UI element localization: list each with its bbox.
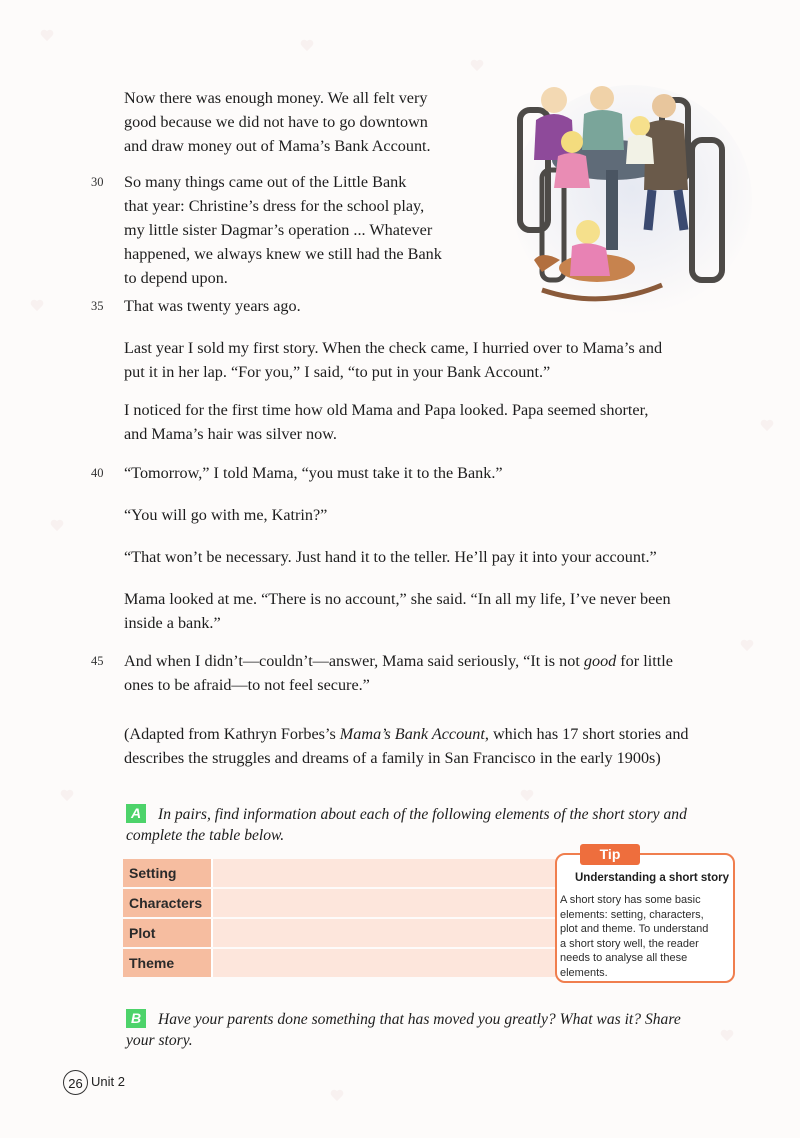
line-number: 30	[91, 175, 104, 189]
tip-tab: Tip	[580, 844, 640, 865]
table-cell[interactable]	[213, 889, 558, 917]
paragraph-10	[124, 649, 673, 697]
family-table-illustration	[512, 80, 757, 325]
table-row	[123, 889, 558, 917]
paragraph-4	[124, 336, 662, 384]
text-line: to depend upon.	[124, 269, 228, 287]
line-number: 40	[91, 466, 104, 480]
task-a	[126, 804, 687, 846]
text-line	[124, 649, 673, 673]
text-line: good because we did not have to go downtown	[124, 113, 428, 131]
text-segment: for little	[616, 652, 673, 670]
heart-icon	[50, 520, 64, 532]
table-row	[123, 949, 558, 977]
paragraph-8	[124, 545, 657, 569]
tip-line: needs to analyse all these	[560, 952, 688, 964]
paragraph-2	[124, 170, 442, 290]
paragraph-6	[124, 461, 503, 485]
tip-line: A short story has some basic	[560, 894, 701, 906]
paragraph-1	[124, 86, 431, 158]
text-line: describes the struggles and dreams of a family in San Francisco in the early 1900s)	[124, 749, 661, 767]
heart-icon	[520, 790, 534, 802]
text-line: put it in her lap. “For you,” I said, “to put in your Bank Account.”	[124, 363, 551, 381]
row-header-setting: Setting	[123, 859, 213, 887]
tip-title: Understanding a short story	[575, 872, 729, 884]
text-segment: , which has 17 short stories and	[484, 725, 689, 743]
task-b-label: B	[126, 1009, 146, 1028]
source-note	[124, 722, 689, 770]
heart-icon	[470, 60, 484, 72]
heart-icon	[30, 300, 44, 312]
heart-icon	[720, 1030, 734, 1042]
row-header-theme: Theme	[123, 949, 213, 977]
emphasis-text: good	[583, 652, 617, 670]
page-number: 26	[63, 1070, 88, 1095]
paragraph-7	[124, 503, 327, 527]
paragraph-5	[124, 398, 648, 446]
table-cell[interactable]	[213, 949, 558, 977]
heart-icon	[40, 30, 54, 42]
text-line: inside a bank.”	[124, 614, 221, 632]
text-line: “You will go with me, Katrin?”	[124, 506, 328, 524]
tip-box	[555, 846, 735, 983]
heart-icon	[60, 790, 74, 802]
tip-line: a short story well, the reader	[560, 937, 699, 950]
table-row	[123, 859, 558, 887]
story-elements-table	[123, 857, 558, 979]
text-line: I noticed for the first time how old Mama and Papa looked. Papa seemed shorter,	[124, 401, 649, 419]
text-line: my little sister Dagmar’s operation ... Whatever	[124, 221, 433, 239]
task-a-text: complete the table below.	[126, 827, 285, 844]
text-line	[124, 722, 689, 746]
heart-icon	[300, 40, 314, 52]
task-b-text: your story.	[126, 1032, 193, 1049]
text-segment: And when I didn’t—couldn’t—answer, Mama said seriously, “It is not	[124, 652, 584, 670]
text-line: Last year I sold my first story. When the check came, I hurried over to Mama’s and	[124, 339, 663, 357]
text-line: and draw money out of Mama’s Bank Account.	[124, 137, 431, 155]
text-line: “Tomorrow,” I told Mama, “you must take it to the Bank.”	[124, 464, 503, 482]
heart-icon	[740, 640, 754, 652]
line-number: 35	[91, 299, 104, 313]
text-line: ones to be afraid—to not feel secure.”	[124, 676, 370, 694]
text-line: and Mama’s hair was silver now.	[124, 425, 337, 443]
tip-body	[560, 893, 730, 980]
task-b	[126, 1009, 681, 1051]
paragraph-3	[124, 294, 301, 318]
book-title: Mama’s Bank Account	[339, 725, 485, 743]
tip-line: elements: setting, characters,	[560, 908, 704, 921]
text-line: That was twenty years ago.	[124, 297, 301, 315]
tip-line: plot and theme. To understand	[560, 923, 709, 935]
paragraph-9	[124, 587, 671, 635]
task-b-text: Have your parents done something that has moved you greatly? What was it? Share	[158, 1011, 681, 1028]
table-cell[interactable]	[213, 859, 558, 887]
text-line: So many things came out of the Little Bank	[124, 173, 407, 191]
text-segment: (Adapted from Kathryn Forbes’s	[124, 725, 340, 743]
row-header-characters: Characters	[123, 889, 213, 917]
text-line: that year: Christine’s dress for the school play,	[124, 197, 425, 215]
table-cell[interactable]	[213, 919, 558, 947]
task-a-text: In pairs, find information about each of the following elements of the short story and	[158, 806, 687, 823]
heart-icon	[330, 1090, 344, 1102]
text-line: Now there was enough money. We all felt very	[124, 89, 428, 107]
heart-icon	[760, 420, 774, 432]
text-line: “That won’t be necessary. Just hand it to the teller. He’ll pay it into your account.”	[124, 548, 657, 566]
unit-label: Unit 2	[91, 1074, 125, 1089]
tip-line: elements.	[560, 966, 608, 979]
table-row	[123, 919, 558, 947]
line-number: 45	[91, 654, 104, 668]
text-line: happened, we always knew we still had the Bank	[124, 245, 442, 263]
text-line: Mama looked at me. “There is no account,” she said. “In all my life, I’ve never been	[124, 590, 671, 608]
row-header-plot: Plot	[123, 919, 213, 947]
task-a-label: A	[126, 804, 146, 823]
